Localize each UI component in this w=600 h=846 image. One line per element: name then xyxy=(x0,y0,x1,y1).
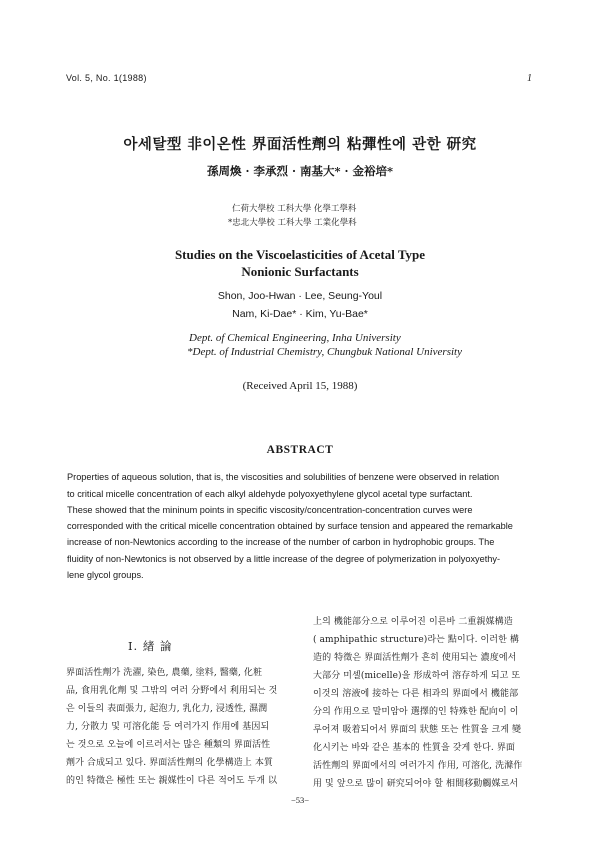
english-title-line: Nonionic Surfactants xyxy=(241,264,359,279)
body-left-line: 力, 分散力 및 可溶化能 등 여러가지 作用에 基因되 xyxy=(66,722,270,732)
english-authors-line: Nam, Ki-Dae* · Kim, Yu-Bae* xyxy=(232,308,368,320)
english-affiliation: Dept. of Chemical Engineering, Inha University xyxy=(189,332,401,344)
abstract-line: to critical micelle concentration of each alkyl aldehyde polyoxyethylene glycol acetal type surfactant. xyxy=(67,489,473,499)
abstract-line: These showed that the mininum points in specific viscosity/concentration-concentration curves were xyxy=(67,505,473,515)
body-right-line: 大部分 미셀(micelle)을 形成하여 溶存하게 되고 또 xyxy=(313,671,521,681)
abstract-line: increase of non-Newtonics according to the increase of the number of carbon in hydrophobic groups. The xyxy=(67,537,495,547)
abstract-heading: ABSTRACT xyxy=(266,444,334,456)
body-left-line: 는 것으로 오늘에 이르러서는 많은 種類의 界面活性 xyxy=(66,740,271,750)
body-right-line: ( amphipathic structure)라는 點이다. 이러한 構 xyxy=(313,635,519,645)
korean-title: 아세탈型 非이온性 界面活性劑의 粘彈性에 관한 研究 xyxy=(123,136,477,153)
body-right-line: 用 및 앞으로 많이 研究되어야 할 相間移動觸媒로서 xyxy=(313,779,519,789)
page-number: −53− xyxy=(290,795,310,805)
english-authors-line: Shon, Joo-Hwan · Lee, Seung-Youl xyxy=(217,290,383,302)
body-right-line: 活性劑의 界面에서의 여러가지 作用, 可溶化, 洗滌作 xyxy=(313,761,523,771)
body-left-line: 的인 特徵은 極性 또는 親媒性이 다른 적어도 두개 以 xyxy=(66,776,278,786)
page-mark: 1 xyxy=(527,73,532,84)
korean-affiliation: *忠北大學校 工科大學 工業化學科 xyxy=(228,218,357,228)
abstract-line: corresponded with the critical micelle concentration obtained by surface tension and appeared the remarkable xyxy=(67,521,513,531)
body-left-line: 劑가 合成되고 있다. 界面活性劑의 化學構造上 本質 xyxy=(66,758,274,768)
body-right-line: 上의 機能部分으로 이루어진 이른바 二重親媒構造 xyxy=(313,617,513,627)
body-left-line: 界面活性劑가 洗濯, 染色, 農藥, 塗料, 醫藥, 化粧 xyxy=(66,668,263,678)
body-right-line: 이것의 溶液에 接하는 다른 相과의 界面에서 機能部 xyxy=(313,689,519,699)
abstract-line: Properties of aqueous solution, that is, the viscosities and solubilities of benzene were observed in relation xyxy=(67,472,500,482)
body-right-line: 分의 作用으로 말미암아 選擇的인 特殊한 配向이 이 xyxy=(313,707,519,717)
abstract-line: lene glycol groups. xyxy=(67,570,144,580)
body-left-line: 品, 食用乳化劑 및 그밖의 여러 分野에서 利用되는 것 xyxy=(66,686,278,696)
body-right-line: 造的 特徵은 界面活性劑가 흔히 使用되는 濃度에서 xyxy=(313,653,517,663)
english-title-line: Studies on the Viscoelasticities of Acetal Type xyxy=(174,247,426,262)
body-left-line: 은 이들의 表面張力, 起泡力, 乳化力, 浸透性, 濕潤 xyxy=(66,704,268,714)
journal-volume: Vol. 5, No. 1(1988) xyxy=(66,73,147,83)
section-heading: Ⅰ. 緖 論 xyxy=(128,639,173,653)
korean-authors: 孫周煥 · 李承烈 · 南基大* · 金裕培* xyxy=(206,164,394,178)
body-right-line: 루어져 吸着되어서 界面의 狀態 또는 性質을 크게 變 xyxy=(313,725,522,735)
korean-affiliation: 仁荷大學校 工科大學 化學工學科 xyxy=(232,204,357,214)
english-affiliation: *Dept. of Industrial Chemistry, Chungbuk National University xyxy=(187,346,462,358)
abstract-line: fluidity of non-Newtonics is not observed by a little increase of the degree of polymerization in polyoxyethy- xyxy=(67,554,501,564)
received-date: (Received April 15, 1988) xyxy=(242,380,358,392)
body-right-line: 化시키는 바와 같은 基本的 性質을 갖게 한다. 界面 xyxy=(313,743,516,753)
